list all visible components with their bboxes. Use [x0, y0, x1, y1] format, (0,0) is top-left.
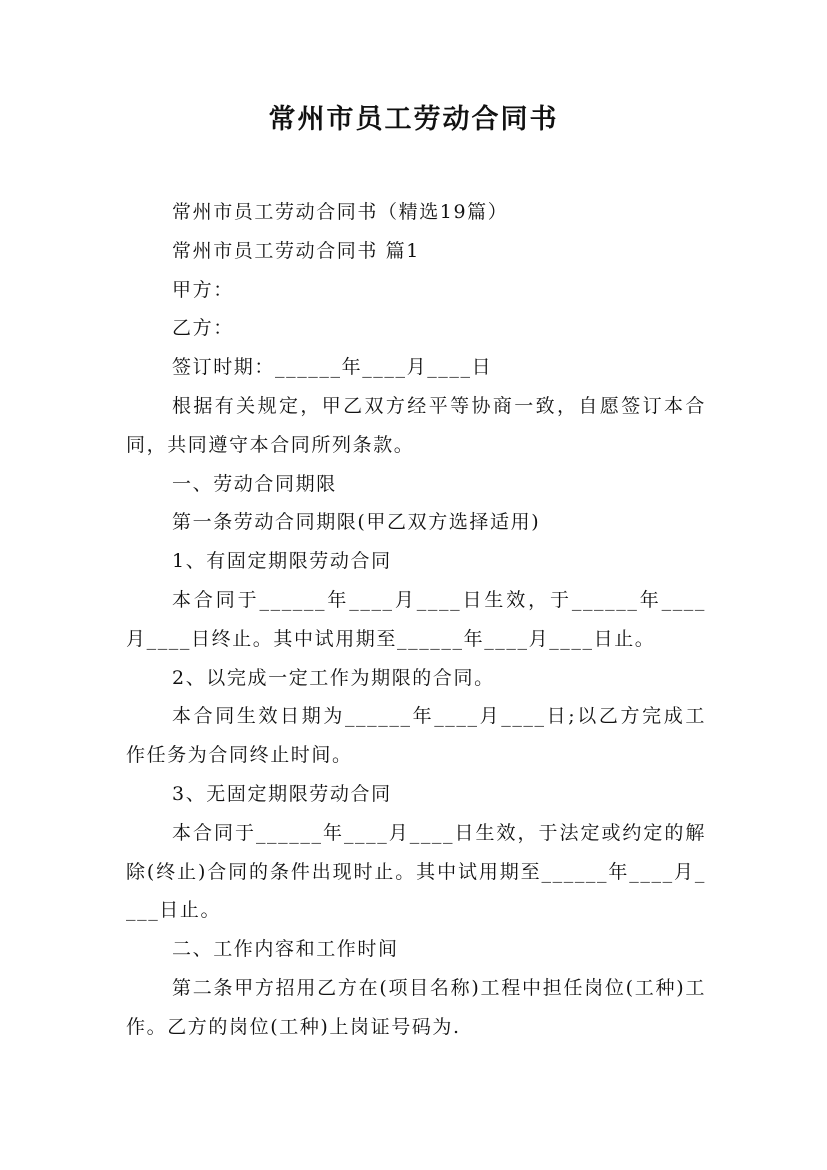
paragraph-task-term: 2、以完成一定工作为期限的合同。: [172, 666, 495, 689]
paragraph-article-2: 第二条甲方招用乙方在(项目名称)工程中担任岗位(工种)工作。乙方的岗位(工种)上岗证号码为.: [126, 976, 706, 1038]
paragraph-open-term: 3、无固定期限劳动合同: [172, 782, 392, 805]
paragraph-fixed-term-detail: 本合同于______年____月____日生效，于______年____月____日终止。其中试用期至______年____月____日止。: [126, 588, 706, 650]
paragraph-section-heading: 常州市员工劳动合同书 篇1: [172, 239, 420, 262]
paragraph-heading-term: 一、劳动合同期限: [172, 472, 337, 495]
paragraph-preamble: 根据有关规定，甲乙双方经平等协商一致，自愿签订本合同，共同遵守本合同所列条款。: [126, 394, 706, 456]
paragraph-subtitle: 常州市员工劳动合同书（精选19篇）: [172, 201, 509, 223]
document-title: 常州市员工劳动合同书: [268, 104, 559, 135]
paragraph-article-1: 第一条劳动合同期限(甲乙双方选择适用): [172, 511, 541, 534]
paragraph-task-term-detail: 本合同生效日期为______年____月____日;以乙方完成工作任务为合同终止时间。: [126, 705, 706, 767]
paragraph-heading-work: 二、工作内容和工作时间: [172, 938, 399, 961]
paragraph-signing-date: 签订时期：______年____月____日: [172, 356, 493, 379]
paragraph-party-b: 乙方：: [172, 317, 234, 340]
paragraph-fixed-term: 1、有固定期限劳动合同: [172, 550, 392, 573]
document-body: [126, 193, 706, 1047]
paragraph-open-term-detail: 本合同于______年____月____日生效，于法定或约定的解除(终止)合同的条件出现时止。其中试用期至______年____月____日止。: [126, 821, 706, 922]
paragraph-party-a: 甲方：: [172, 278, 234, 301]
